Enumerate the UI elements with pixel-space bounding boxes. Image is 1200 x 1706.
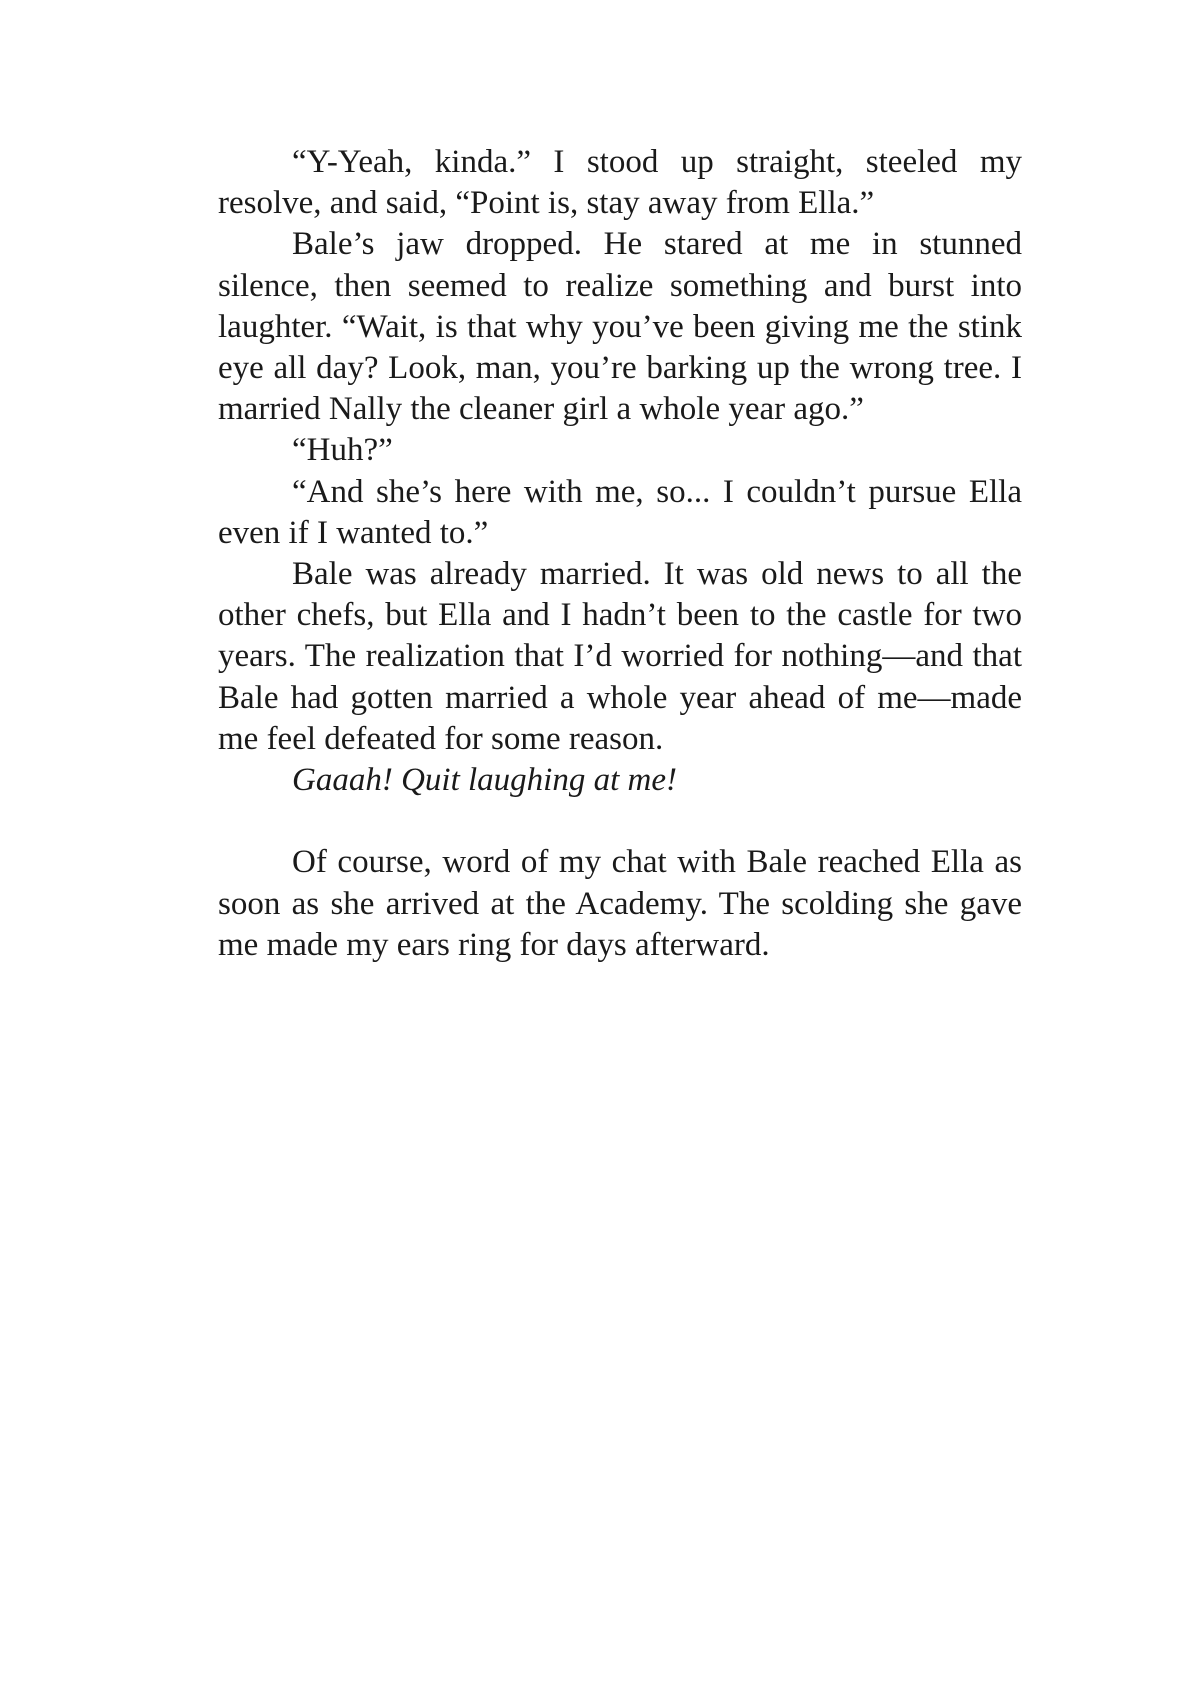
italic-paragraph: Gaaah! Quit laughing at me!	[292, 762, 677, 799]
paragraph: Bale was already married. It was old news to all the other chefs, but Ella and I hadn’t been to the castle for two years. The realization that I’d worried for nothing—and that Bale had gotten married a whole year ahead of me—made me feel defeated for some reason.	[218, 556, 1022, 757]
paragraph: “Y-Yeah, kinda.” I stood up straight, steeled my resolve, and said, “Point is, stay away from Ella.”	[218, 144, 1022, 222]
body-text	[218, 142, 1022, 966]
scene-break	[218, 801, 1022, 842]
paragraph: Bale’s jaw dropped. He stared at me in stunned silence, then seemed to realize something and burst into laughter. “Wait, is that why you’ve been giving me the stink eye all day? Look, man, you’re barking up the wrong tree. I married Nally the cleaner girl a whole year ago.”	[218, 226, 1022, 428]
paragraph: Of course, word of my chat with Bale reached Ella as soon as she arrived at the Academy. The scolding she gave me made my ears ring for days afterward.	[218, 844, 1022, 963]
paragraph: “And she’s here with me, so... I couldn’t pursue Ella even if I wanted to.”	[218, 473, 1022, 551]
paragraph: “Huh?”	[292, 432, 393, 469]
